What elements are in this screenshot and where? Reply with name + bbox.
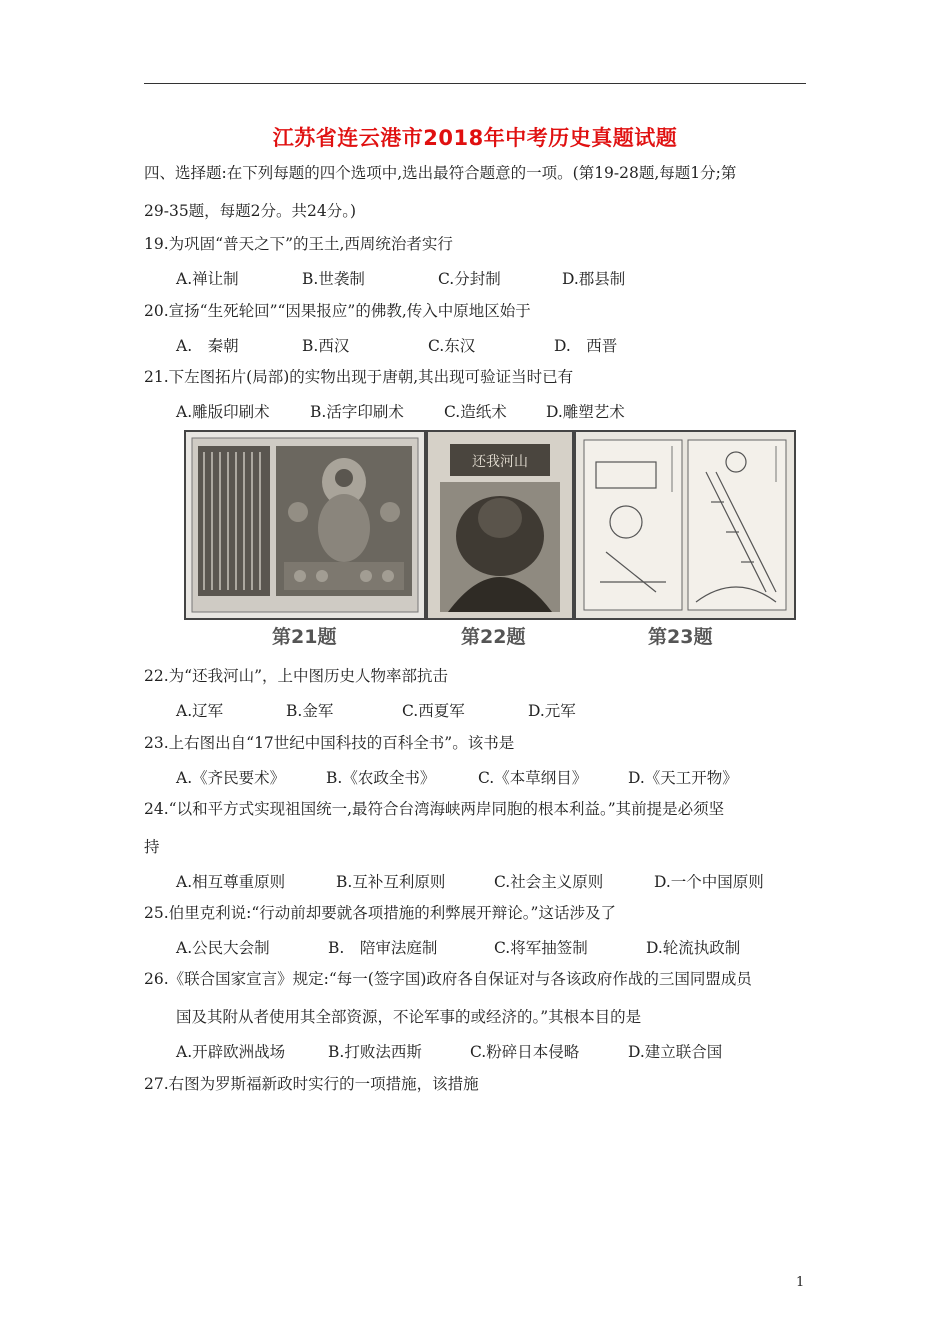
option-d: D.元军: [528, 702, 576, 720]
section-instruction-line2: 29-35题，每题2分。共24分。): [144, 202, 357, 220]
option-c: C.将军抽签制: [494, 939, 588, 957]
option-c: C.粉碎日本侵略: [470, 1043, 580, 1061]
question-20-stem: 20.宣扬“生死轮回”“因果报应”的佛教,传入中原地区始于: [144, 302, 531, 320]
question-26-stem-line2: 国及其附从者使用其全部资源，不论军事的或经济的。”其根本目的是: [176, 1008, 642, 1026]
question-21-stem: 21.下左图拓片(局部)的实物出现于唐朝,其出现可验证当时已有: [144, 368, 574, 386]
question-22-stem: 22.为“还我河山”，上中图历史人物率部抗击: [144, 667, 448, 685]
illustration-image: [574, 430, 796, 620]
option-d: D.《天工开物》: [628, 769, 738, 787]
option-b: B. 陪审法庭制: [328, 939, 438, 957]
page-title: 江苏省连云港市2018年中考历史真题试题: [272, 126, 678, 150]
option-a: A.开辟欧洲战场: [176, 1043, 286, 1061]
option-b: B.西汉: [302, 337, 350, 355]
portrait-image: [426, 430, 574, 620]
option-a: A.公民大会制: [176, 939, 270, 957]
page-number: 1: [796, 1275, 805, 1290]
option-b: B.打败法西斯: [328, 1043, 422, 1061]
option-c: C.分封制: [438, 270, 501, 288]
option-b: B.互补互利原则: [336, 873, 446, 891]
question-25-stem: 25.伯里克利说:“行动前却要就各项措施的利弊展开辩论。”这话涉及了: [144, 904, 616, 922]
option-a: A.雕版印刷术: [176, 403, 270, 421]
question-23-stem: 23.上右图出自“17世纪中国科技的百科全书”。该书是: [144, 734, 515, 752]
option-b: B.金军: [286, 702, 334, 720]
option-d: D.建立联合国: [628, 1043, 723, 1061]
option-a: A.禅让制: [176, 270, 239, 288]
option-c: C.西夏军: [402, 702, 465, 720]
option-b: B.世袭制: [302, 270, 365, 288]
option-d: D. 西晋: [554, 337, 618, 355]
option-c: C.东汉: [428, 337, 476, 355]
question-figure: [184, 430, 796, 620]
option-b: B.活字印刷术: [310, 403, 404, 421]
option-c: C.《本草纲目》: [478, 769, 588, 787]
option-a: A. 秦朝: [176, 337, 239, 355]
option-d: D.郡县制: [562, 270, 626, 288]
option-d: D.一个中国原则: [654, 873, 764, 891]
option-c: C.造纸术: [444, 403, 507, 421]
section-instruction-line1: 四、选择题:在下列每题的四个选项中,选出最符合题意的一项。(第19-28题,每题1分;第: [144, 164, 737, 182]
figure-caption-22: 第22题: [461, 626, 526, 648]
question-24-stem-line1: 24.“以和平方式实现祖国统一,最符合台湾海峡两岸同胞的根本利益。”其前提是必须坚: [144, 800, 725, 818]
option-d: D.轮流执政制: [646, 939, 741, 957]
option-a: A.《齐民要术》: [176, 769, 286, 787]
figure-caption-21: 第21题: [272, 626, 337, 648]
option-d: D.雕塑艺术: [546, 403, 625, 421]
option-b: B.《农政全书》: [326, 769, 436, 787]
figure-caption-23: 第23题: [648, 626, 713, 648]
option-c: C.社会主义原则: [494, 873, 604, 891]
question-26-stem-line1: 26.《联合国家宣言》规定:“每一(签字国)政府各自保证对与各该政府作战的三国同盟成员: [144, 970, 752, 988]
rubbing-image: [184, 430, 426, 620]
question-19-stem: 19.为巩固“普天之下”的王土,西周统治者实行: [144, 235, 453, 253]
question-24-stem-line2: 持: [144, 838, 160, 856]
option-a: A.相互尊重原则: [176, 873, 286, 891]
top-rule: [144, 83, 806, 84]
question-27-stem: 27.右图为罗斯福新政时实行的一项措施，该措施: [144, 1075, 479, 1093]
banner-text: 还我河山: [472, 454, 528, 470]
option-a: A.辽军: [176, 702, 224, 720]
